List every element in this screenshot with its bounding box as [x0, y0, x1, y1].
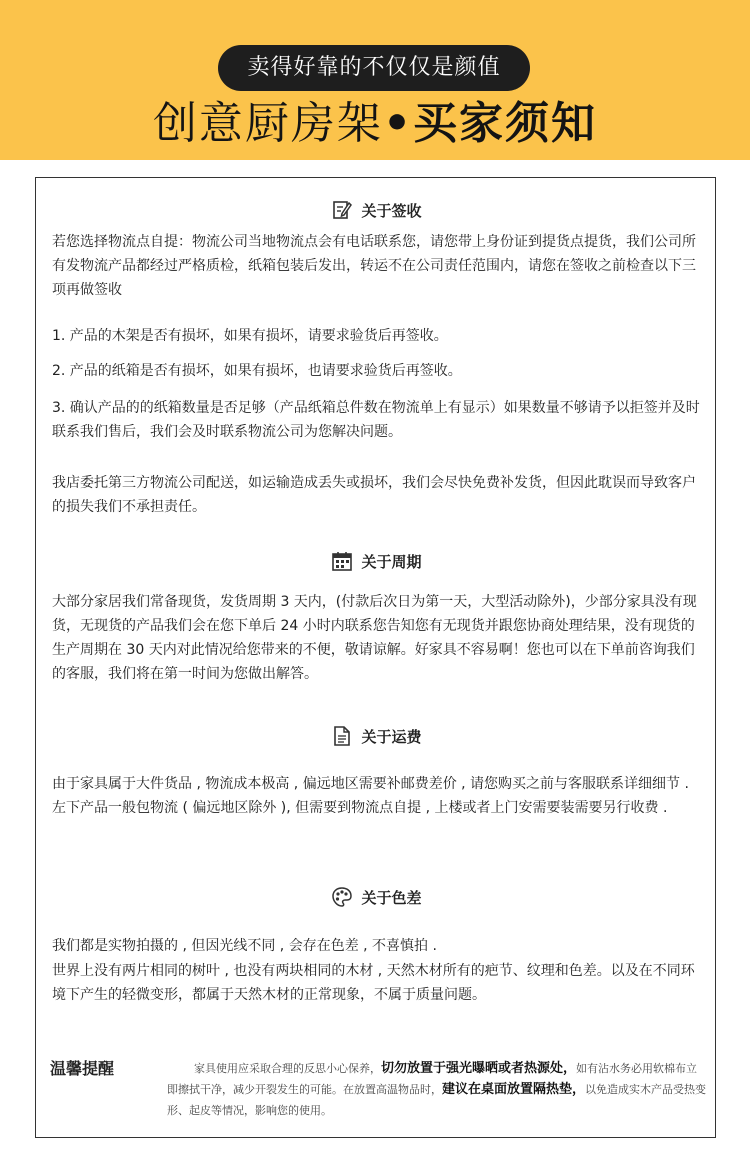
notice-card [35, 177, 716, 1138]
receipt-item-1: 1. 产品的木架是否有损坏，如果有损坏，请要求验货后再签收。 [52, 328, 448, 344]
pen-document-icon [331, 199, 353, 221]
section-title-receipt: 关于签收 [361, 201, 422, 220]
slogan-badge: 卖得好靠的不仅仅是颜值 [218, 45, 530, 91]
color-line-1: 我们都是实物拍摄的 , 但因光线不同 , 会存在色差 , 不喜慎拍 . [52, 938, 437, 954]
section-title-cycle: 关于周期 [361, 552, 422, 571]
section-header-receipt [36, 195, 717, 225]
tip-bold-2: 建议在桌面放置隔热垫， [442, 1082, 586, 1097]
calendar-icon [331, 550, 353, 572]
palette-icon [331, 886, 353, 908]
tip-part-1: 家具使用应采取合理的反思小心保养， [194, 1062, 381, 1075]
page-title [0, 92, 750, 156]
receipt-item-2: 2. 产品的纸箱是否有损坏，如果有损坏，也请要求验货后再签收。 [52, 363, 462, 379]
section-header-freight [36, 721, 717, 751]
title-notice: 买家须知 [413, 98, 598, 149]
title-dot: • [382, 98, 414, 149]
cycle-text: 大部分家居我们常备现货，发货周期 3 天内，(付款后次日为第一天，大型活动除外)，少部分家具没有现货，无现货的产品我们会在您下单后 24 小时内联系您告知您有无现货并跟您协商处理结果，没有现货的生产周期在 30 天内对此情况给您带来的不便，敬请谅解。好家具不容易啊！您也可以在下单前咨询我们的客服，我们将在第一时间为您做出解答。 [52, 594, 697, 682]
freight-text: 由于家具属于大件货品 , 物流成本极高 , 偏远地区需要补邮费差价 , 请您购买之前与客服联系详细细节 . 左下产品一般包物流 ( 偏远地区除外 ), 但需要到物流点自提 , 上楼或者上门安需要装需要另行收费 . [52, 776, 689, 816]
receipt-item-3: 3. 确认产品的的纸箱数量是否足够（产品纸箱总件数在物流单上有显示）如果数量不够请予以拒签并及时联系我们售后，我们会及时联系物流公司为您解决问题。 [52, 400, 700, 440]
tip-text [167, 1058, 707, 1121]
tip-part-3: 以免造成实木产品受热变形、起皮等情况，影响您的使用。 [167, 1083, 707, 1117]
tip-part-2: 如有沾水务必用软棉布立即擦拭干净，减少开裂发生的可能。在放置高温物品时， [167, 1062, 698, 1096]
header-banner [0, 0, 750, 160]
receipt-intro: 若您选择物流点自提：物流公司当地物流点会有电话联系您，请您带上身份证到提货点提货，我们公司所有发物流产品都经过严格质检，纸箱包装后发出，转运不在公司责任范围内，请您在签收之前检查以下三项再做签收 [52, 234, 696, 298]
section-header-color [36, 882, 717, 912]
section-title-color: 关于色差 [361, 888, 422, 907]
tip-label: 温馨提醒 [50, 1059, 115, 1078]
section-title-freight: 关于运费 [361, 727, 422, 746]
receipt-note: 我店委托第三方物流公司配送，如运输造成丢失或损坏，我们会尽快免费补发货，但因此耽误而导致客户的损失我们不承担责任。 [52, 475, 696, 515]
color-line-2: 世界上没有两片相同的树叶 , 也没有两块相同的木材 , 天然木材所有的疤节、纹理和色差。以及在不同环境下产生的轻微变形，都属于天然木材的正常现象，不属于质量问题。 [52, 963, 695, 1003]
title-product: 创意厨房架 [152, 98, 383, 149]
document-icon [331, 725, 353, 747]
section-header-cycle [36, 546, 717, 576]
tip-bold-1: 切勿放置于强光曝晒或者热源处， [381, 1061, 577, 1076]
